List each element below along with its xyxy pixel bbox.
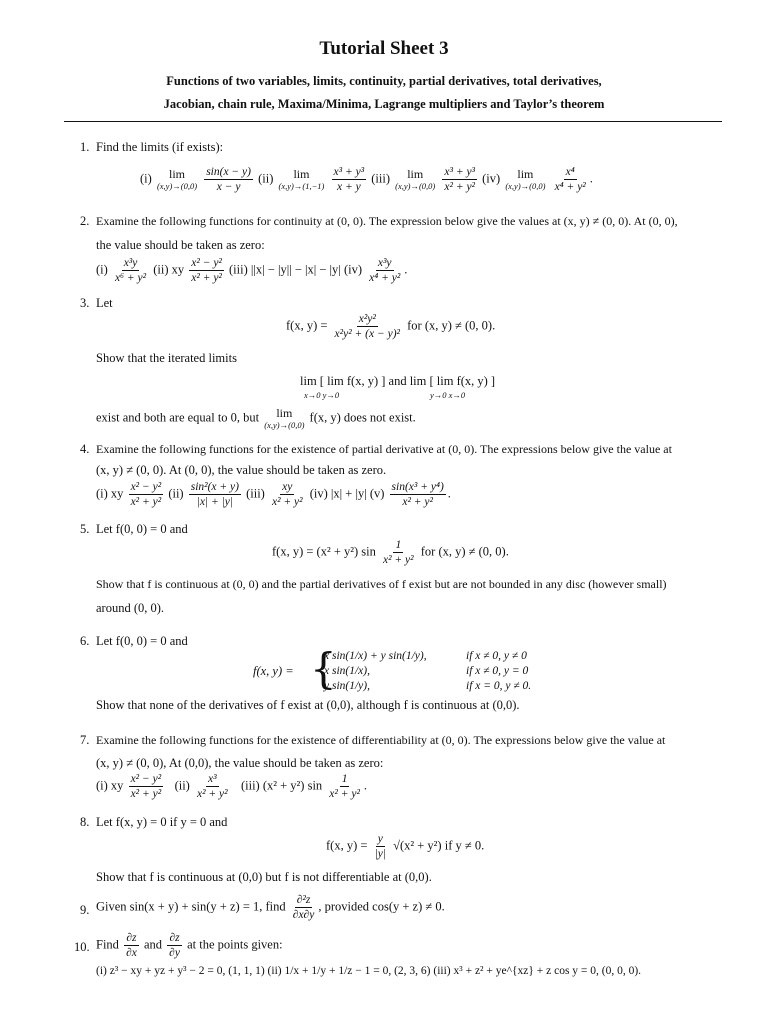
q4-part-ii-label: (ii) [168,486,184,501]
q7-line-2: (x, y) ≠ (0, 0), At (0,0), the value should be taken as zero: [96,756,384,770]
header-rule [64,121,722,122]
q6-case-1-cond: if x ≠ 0, y ≠ 0 [466,650,527,662]
q4-part-iii-label: (iii) [246,486,265,501]
q7-frac-iii: $\frac{1}{\text{x² + y²}}$ [329,773,360,800]
sheet-title: Tutorial Sheet 3 [319,38,449,59]
q7-part-i-label: (i) xy [96,778,124,793]
q5-line-2: around (0, 0). [96,601,165,615]
q7-part-iii-label: (iii) (x² + y²) sin [240,778,323,793]
q4-part-i-label: (i) xy [96,486,124,501]
q2-part-iii-label: (iii) ||x| − |y|| − |x| − |y| [229,262,341,277]
q5-f-frac: $\frac{1}{\text{x² + y²}}$ [383,539,414,566]
q1-part-iv-label: (iv) [482,171,501,186]
q10-and: and [143,937,163,952]
q1-part-i-label: (i) [140,171,152,186]
q1-part-ii-label: (ii) [258,171,274,186]
q5-f-cond: for (x, y) ≠ (0, 0). [420,544,509,559]
q8-f-lhs: f(x, y) = [326,838,368,853]
q7-number: 7. [80,733,90,747]
q6-case-3-expr: y sin(1/y), [324,680,370,692]
q4-number: 4. [80,442,90,456]
q10-frac-dzdx: $\frac{\partial z}{\partial x}$ [126,932,137,959]
q6-case-1-expr: x sin(1/x) + y sin(1/y), [324,650,427,662]
q1-lim-iii: lim (x,y)→(0,0) [395,167,436,191]
q10-statement [96,931,283,960]
q2-number: 2. [80,214,90,228]
q1-text: Find the limits (if exists): [96,140,224,154]
q6-case-2-cond: if x ≠ 0, y = 0 [466,665,529,677]
q8-number: 8. [80,815,90,829]
q9-frac: $\frac{\text{∂²z}}{\partial x\partial y}$ [292,894,315,921]
q4-part-iv-v-label: (iv) |x| + |y| (v) [309,486,385,501]
q4-frac-i: $\frac{\text{x² − y²}}{\text{x² + y²}}$ [130,481,162,508]
q1-lim-i: lim (x,y)→(0,0) [156,167,198,191]
q8-show: Show that f is continuous at (0,0) but f is not differentiable at (0,0). [96,870,432,884]
q3-exist-pre: exist and both are equal to 0, but [96,410,260,425]
q4-functions: (i) xy $\frac{\text{x² − y²}}{\text{x² + y²}}$ (ii) $\frac{\text{sin²(x + y)}}{|x| + |y|}$ (iii) $\frac{xy}{\text{x² + y²}}$ (iv) |x| + |y| (v) $\frac{\text{sin(x³ + y⁴)}}{\text{x² + y²}}$ . [96,481,451,508]
q7-part-ii-label: (ii) [174,778,190,793]
q9-number: 9. [80,903,90,917]
q10-frac-dzdy: $\frac{\partial z}{\partial y}$ [169,932,180,959]
q9-pre: Given sin(x + y) + sin(y + z) = 1, find [96,899,286,914]
q5-function [272,538,509,567]
q7-frac-ii: $\frac{\text{x³}}{\text{x² + y²}}$ [196,773,228,800]
q1-number: 1. [80,140,90,154]
q2-frac-i: $\frac{\text{x³y}}{\text{x⁶ + y²}}$ [114,257,147,284]
q1-limits: (i) lim (x,y)→(0,0) $\frac{\sin(x - y)}{x - y}$ (ii) lim (x,y)→(1,−1) $\frac{\text{x³ + y³}}{x + y}$ (iii) lim (x,y)→(0,0) $\frac{\text{x³ + y³}}{\text{x² + y²}}$ (iv) lim (x,y)→(0,0) $\frac{\text{x⁴}}{\text{x⁴ + y²}}$ . [140,166,593,193]
q6-case-2-expr: x sin(1/x), [324,665,370,677]
q1-lim-ii: lim (x,y)→(1,−1) [278,167,325,191]
q5-number: 5. [80,522,90,536]
q3-f-cond: for (x, y) ≠ (0, 0). [407,318,496,333]
q9-statement [96,893,445,922]
q6-f-lhs: f(x, y) = [253,664,294,678]
q10-at: at the points given: [187,937,283,952]
q3-exist-line [96,407,416,430]
q6-show: Show that none of the derivatives of f exist at (0,0), although f is continuous at (0,0). [96,698,520,712]
q7-functions: (i) xy $\frac{\text{x² − y²}}{\text{x² + y²}}$ (ii) $\frac{\text{x³}}{\text{x² + y²}}$ (iii) (x² + y²) sin $\frac{1}{\text{x² + y²}}$ . [96,773,368,800]
q3-let: Let [96,296,113,310]
q8-f-frac: $\frac{y}{|y|}$ [374,833,386,860]
q1-part-iii-label: (iii) [371,171,391,186]
q3-number: 3. [80,296,90,310]
q3-show: Show that the iterated limits [96,351,237,365]
q2-frac-iv: $\frac{\text{x³y}}{\text{x⁴ + y²}}$ [369,257,401,284]
q4-frac-v: $\frac{\text{sin(x³ + y⁴)}}{\text{x² + y²}}$ [391,481,444,508]
q2-part-iv-label: (iv) [343,262,362,277]
q3-iterated-limits: lim [ lim f(x, y) ] and lim [ lim f(x, y) ] [300,374,496,388]
q10-number: 10. [74,940,90,954]
q4-line-1: Examine the following functions for the existence of partial derivative at (0, 0). The expressions below give the value at [96,442,672,456]
q9-post: , provided cos(y + z) ≠ 0. [318,899,445,914]
q6-number: 6. [80,634,90,648]
q2-part-i-label: (i) [96,262,108,277]
q4-frac-ii: $\frac{\text{sin²(x + y)}}{|x| + |y|}$ [190,481,239,508]
q7-frac-i: $\frac{\text{x² − y²}}{\text{x² + y²}}$ [130,773,162,800]
q5-let: Let f(0, 0) = 0 and [96,522,188,536]
q1-lim-iv: lim (x,y)→(0,0) [505,167,546,191]
q10-parts: (i) z³ − xy + yz + y³ − 2 = 0, (1, 1, 1) (ii) 1/x + 1/y + 1/z − 1 = 0, (2, 3, 6) (iii) x³ + z² + ye^{xz} + z cos y = 0, (0, 0, 0). [96,965,642,977]
q4-line-2: (x, y) ≠ (0, 0). At (0, 0), the value should be taken as zero. [96,463,387,477]
q5-line-1: Show that f is continuous at (0, 0) and the partial derivatives of f exist but are not bounded in any disc (however small) [96,577,667,591]
q1-frac-iv: $\frac{\text{x⁴}}{\text{x⁴ + y²}}$ [554,166,586,193]
q3-iter-sub-2: y→0 x→0 [430,390,466,400]
q2-line-2: the value should be taken as zero: [96,238,265,252]
q6-case-brace: { [310,644,337,693]
q1-frac-ii: $\frac{\text{x³ + y³}}{x + y}$ [333,166,365,193]
q7-line-1: Examine the following functions for the existence of differentiability at (0, 0). The expressions below give the value at [96,733,666,747]
q3-exist-post: f(x, y) does not exist. [309,410,416,425]
q10-find: Find [96,937,119,952]
q6-let: Let f(0, 0) = 0 and [96,634,188,648]
subtitle-line-2: Jacobian, chain rule, Maxima/Minima, Lagrange multipliers and Taylor’s theorem [163,97,605,111]
q5-f-lhs: f(x, y) = (x² + y²) sin [272,544,376,559]
q8-f-rest: √(x² + y²) if y ≠ 0. [393,838,485,853]
q1-frac-iii: $\frac{\text{x³ + y³}}{\text{x² + y²}}$ [444,166,476,193]
q2-part-ii-label: (ii) xy [153,262,185,277]
q4-frac-iii: $\frac{xy}{\text{x² + y²}}$ [271,481,303,508]
q1-frac-i: $\frac{\sin(x - y)}{x - y}$ [206,166,251,193]
q3-exist-lim: lim (x,y)→(0,0) [264,406,305,430]
q2-line-1: Examine the following functions for continuity at (0, 0). The expression below give the values at (x, y) ≠ (0, 0). At (0, 0), [96,214,678,228]
q2-functions: (i) $\frac{\text{x³y}}{\text{x⁶ + y²}}$ (ii) xy $\frac{\text{x² − y²}}{\text{x² + y²}}$ (iii) ||x| − |y|| − |x| − |y| (iv) $\frac{\text{x³y}}{\text{x⁴ + y²}}$ . [96,257,408,284]
q6-case-3-cond: if x = 0, y ≠ 0. [466,680,532,692]
subtitle-line-1: Functions of two variables, limits, continuity, partial derivatives, total derivatives, [166,74,602,88]
q8-let: Let f(x, y) = 0 if y = 0 and [96,815,228,829]
q3-f-lhs: f(x, y) = [286,318,328,333]
q3-function [286,312,495,341]
q3-iter-sub-1: x→0 y→0 [304,390,340,400]
q3-f-frac: $\frac{\text{x²y²}}{\text{x²y² + (x − y)²}}$ [334,313,400,340]
q2-frac-ii: $\frac{\text{x² − y²}}{\text{x² + y²}}$ [191,257,222,284]
q8-function [326,832,484,861]
